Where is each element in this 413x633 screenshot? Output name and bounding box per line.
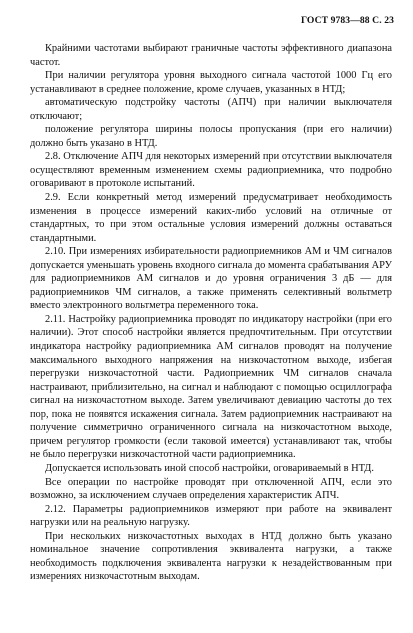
paragraph-tuning-operations: Все операции по настройке проводят при отключенной АПЧ, если это возможно, за исключением случаев определения характеристик АПЧ. (30, 476, 392, 502)
paragraph-bandwidth-regulator: положение регулятора ширины полосы пропускания (при его наличии) должно быть указано в НТД. (30, 124, 392, 149)
paragraph-2-8: 2.8. Отключение АПЧ для некоторых измерений при отсутствии выключателя осуществляют временным изменением схемы радиоприемника, что подробно оговаривают в протоколе испытаний. (30, 151, 392, 190)
paragraph-2-10: 2.10. При измерениях избирательности радиоприемников АМ и ЧМ сигналов допускается уменьшать уровень входного сигнала до момента срабатывания АРУ для радиоприемников АМ сигналов и до уровня ограничения 3 дБ — для радиоприемников ЧМ сигналов, а также применять селективный вольтметр вместо электронного вольтметра переменного тока. (30, 246, 392, 312)
paragraph-multiple-outputs: При нескольких низкочастотных выходах в НТД должно быть указано номинальное значение сопротивления эквивалента нагрузки, а также необходимость подключения эквивалента нагрузки к незадействованным при измерениях низкочастотным выходам. (30, 530, 392, 583)
paragraph-level-regulator: При наличии регулятора уровня выходного сигнала частотой 1000 Гц его устанавливают в среднее положение, кроме случаев, указанных в НТД; (30, 70, 392, 95)
paragraph-other-tuning-method: Допускается использовать иной способ настройки, оговариваемый в НТД. (45, 462, 374, 474)
paragraph-2-11: 2.11. Настройку радиоприемника проводят по индикатору настройки (при его наличии). Этот способ настройки является предпочтительным. При отсутствии индикатора настройку радиоприемника АМ сигналов проводят на получение максимального выходного напряжения на низкочастотном выходе, избегая перегрузки низкочастотной части. Радиоприемник ЧМ сигналов сначала настраивают, приблизительно, на сигнал и наблюдают с помощью осциллографа сигнал на низкочастотном выходе. Затем увеличивают девиацию частоты до тех пор, пока не появятся искажения сигнала. Затем радиоприемник настраивают на получение симметрично ограниченного сигнала на низкочастотном выходе, причем регулятор громкости (если таковой имеется) устанавливают так, чтобы не было перегрузки низкочастотной части радиоприемника. (30, 313, 392, 461)
document-body (30, 42, 392, 584)
paragraph-2-12: 2.12. Параметры радиоприемников измеряют при работе на эквивалент нагрузки или на реальную нагрузку. (30, 503, 392, 529)
paragraph-cutoff-frequencies: Крайними частотами выбирают граничные частоты эффективного диапазона частот. (30, 43, 392, 68)
paragraph-afc-switch: автоматическую подстройку частоты (АПЧ) при наличии выключателя отключают; (30, 97, 392, 122)
paragraph-2-9: 2.9. Если конкретный метод измерений предусматривает необходимость изменения в процессе измерений каких-либо условий на отличные от стандартных, то при этом остальные условия измерений должны оставаться стандартными. (30, 192, 392, 244)
page-header: ГОСТ 9783—88 С. 23 (300, 15, 394, 26)
